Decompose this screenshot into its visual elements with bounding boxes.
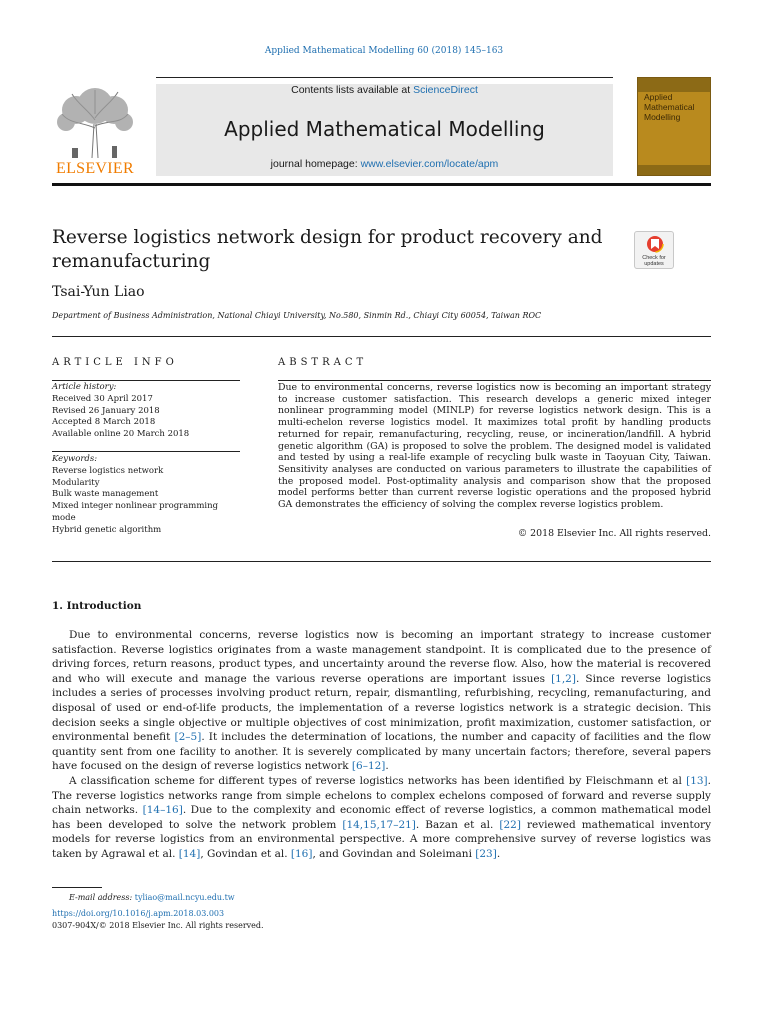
abstract-copyright: © 2018 Elsevier Inc. All rights reserved. <box>517 528 711 539</box>
article-info-heading: ARTICLE INFO <box>52 357 178 368</box>
header-top-rule <box>156 77 613 78</box>
homepage-link[interactable]: www.elsevier.com/locate/apm <box>360 158 499 170</box>
history-item: Received 30 April 2017 <box>52 394 153 404</box>
keyword-item: Mixed integer nonlinear programming mode <box>52 501 219 523</box>
footnote <box>52 892 264 932</box>
article-title: Reverse logistics network design for product recovery and remanufacturing <box>52 227 603 272</box>
history-item: Available online 20 March 2018 <box>52 429 190 440</box>
issn-line: 0307-904X/© 2018 Elsevier Inc. All rights reserved. <box>52 921 264 930</box>
paragraph-text: , and Govindan and Soleimani <box>312 847 476 860</box>
history-list <box>52 394 189 441</box>
cover-bottom-band <box>638 165 710 175</box>
paragraph-text: . It includes the determination of locations, the number and capacity of facilities and the flow quantity sent from one facility to another. It is severely complicated by many uncertain factors; therefore, several papers have focused on the design of reverse logistics network <box>52 731 712 773</box>
citation-link[interactable]: [6–12] <box>351 760 386 773</box>
paragraph-text: . Bazan et al. <box>415 818 500 831</box>
citation-link[interactable]: [22] <box>499 818 521 831</box>
keyword-item: Modularity <box>52 477 100 488</box>
sciencedirect-link[interactable]: ScienceDirect <box>413 84 478 96</box>
abstract-bottom-rule <box>52 561 711 562</box>
journal-cover-thumbnail[interactable] <box>637 77 711 176</box>
keyword-item: Reverse logistics network <box>52 466 164 476</box>
citation-link[interactable]: [2–5] <box>174 731 202 744</box>
title-divider <box>52 336 711 337</box>
paragraph-text: . The reverse logistics networks range from simple echelons to complex echelons composed of forward and reverse supply chain networks. <box>52 774 711 817</box>
email-link[interactable]: tyliao@mail.ncyu.edu.tw <box>134 893 235 902</box>
journal-title: Applied Mathematical Modelling <box>224 117 545 141</box>
check-for-updates-button[interactable] <box>634 231 674 269</box>
citation-link[interactable]: [23] <box>475 847 497 860</box>
citation-link[interactable]: [16] <box>290 847 313 860</box>
homepage-prefix: journal homepage: <box>270 158 361 170</box>
contents-prefix: Contents lists available at <box>291 84 414 96</box>
paragraph-text: reviewed mathematical inventory models for reverse logistics from an environmental perspective. A more comprehensive survey of reverse logistics was taken by Agrawal et al. <box>52 818 712 860</box>
email-label: E-mail address: <box>69 893 133 902</box>
paragraph-text: . Due to the complexity and economic effect of reverse logistics, a common mathematical model has been developed to solve the network problem <box>52 804 711 831</box>
cover-title: Applied Mathematical Modelling <box>644 92 695 122</box>
doi-link[interactable]: https://doi.org/10.1016/j.apm.2018.03.003 <box>52 909 225 918</box>
footnote-rule <box>52 887 102 888</box>
introduction-body <box>52 628 711 862</box>
paragraph-text: . Since reverse logistics includes a series of processes involving product return, repair, dismantling, refurbishing, recycling, remanufacturing, and disposal of used or end-of-life products, the implementation of a reverse logistics network is a strategic decision. This decision seeks a single objective or multiple objectives of cost minimization, profit maximization, customer satisfaction, or environmental benefit <box>52 672 711 744</box>
paragraph <box>52 774 711 862</box>
history-item: Accepted 8 March 2018 <box>52 417 156 428</box>
keywords-title: Keywords: <box>52 454 98 464</box>
journal-homepage <box>156 158 613 170</box>
abstract-text: Due to environmental concerns, reverse logistics now is becoming an important strategy to increase customer satisfaction. This research develops a generic mixed integer nonlinear programming model (MINLP) for reverse logistics network design. This is a multi-echelon reverse logistics model. It maximizes total profit by handling products returned for repair, remanufacturing, recycling, reuse, or incineration/landfill. A hybrid genetic algorithm (GA) is proposed to solve the problem. The designed model is validated and tested by using a real-life example of recycling bulk waste in Taoyuan City, Taiwan. Sensitivity analyses are conducted on various parameters to illustrate the capabilities of the proposed model. Post-optimality analysis and comparison show that the proposed model performs better than current reverse logistic operations and the proposed hybrid GA demonstrates the efficiency of solving the complex reverse logistics problem. <box>278 382 711 511</box>
publisher-name: ELSEVIER <box>56 160 134 177</box>
article-info-rule <box>52 380 240 381</box>
keyword-item: Hybrid genetic algorithm <box>52 524 162 535</box>
contents-line <box>156 84 613 96</box>
paragraph-text: A classification scheme for different types of reverse logistics networks has been identified by Fleischmann et al <box>69 774 687 787</box>
paragraph-text: . <box>385 760 389 773</box>
paragraph-text: , Govindan et al. <box>200 847 291 860</box>
journal-citation[interactable]: Applied Mathematical Modelling 60 (2018) 145–163 <box>264 46 504 56</box>
abstract-heading: ABSTRACT <box>278 357 368 368</box>
history-item: Revised 26 January 2018 <box>52 405 160 416</box>
section-heading-introduction: 1. Introduction <box>52 600 142 612</box>
keyword-item: Bulk waste management <box>52 489 159 500</box>
bookmark-icon <box>646 235 664 255</box>
keywords-list <box>52 466 232 536</box>
paragraph-text: Due to environmental concerns, reverse logistics now is becoming an important strategy to increase customer satisfaction. Reverse logistics originates from a waste management standpoint. It is complicated due to the presence of driving forces, return reasons, product types, and uncertainty around the reverse flow. Also, how the material is recovered and who will execute and manage the various reverse operations are important issues <box>52 629 711 685</box>
cover-top-band <box>638 78 710 92</box>
abstract-rule <box>278 380 711 381</box>
author-affiliation: Department of Business Administration, National Chiayi University, No.580, Sinmin Rd., Chiayi City 60054, Taiwan ROC <box>52 311 542 320</box>
citation-link[interactable]: [14,15,17–21] <box>342 818 416 831</box>
email-line <box>52 892 264 904</box>
author-name[interactable]: Tsai-Yun Liao <box>52 284 145 300</box>
citation-link[interactable]: [13] <box>686 774 708 787</box>
citation-link[interactable]: [14–16] <box>142 804 183 817</box>
citation-link[interactable]: [1,2] <box>551 672 576 685</box>
paragraph <box>52 628 711 774</box>
paragraph-text: . <box>496 847 501 860</box>
citation-link[interactable]: [14] <box>178 847 201 860</box>
keywords-rule <box>52 451 240 452</box>
history-title: Article history: <box>52 382 117 392</box>
header-bottom-rule <box>52 183 711 186</box>
check-updates-label: Check for updates <box>642 255 666 267</box>
